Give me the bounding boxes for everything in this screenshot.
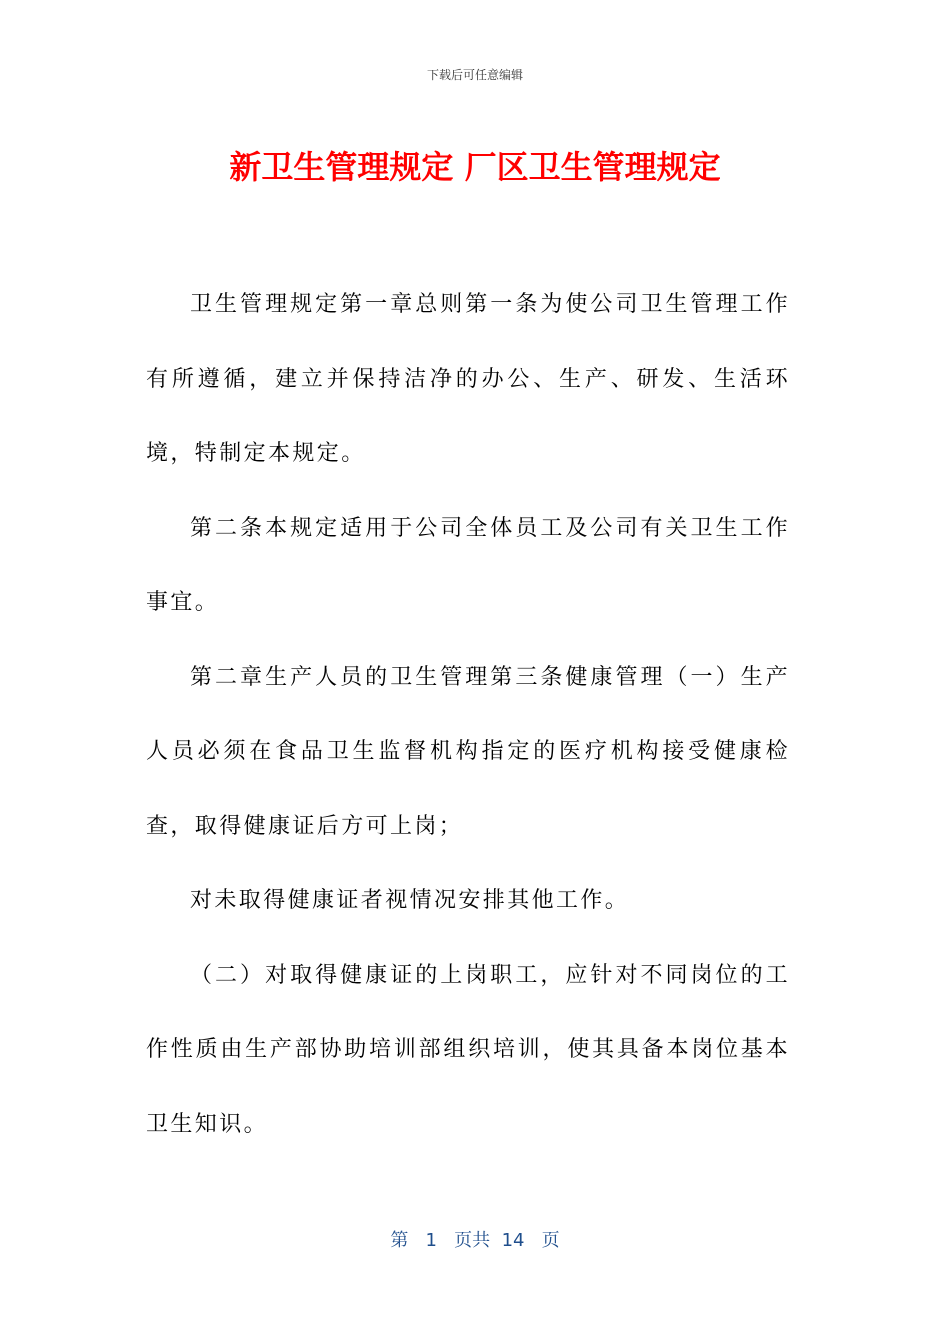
paragraph: 对未取得健康证者视情况安排其他工作。 [190,888,630,913]
header-note: 下载后可任意编辑 [426,68,523,82]
footer-suffix: 页 [541,1230,560,1251]
document-title: 新卫生管理规定 厂区卫生管理规定 [229,148,721,186]
footer-middle: 页共 [454,1230,491,1251]
paragraph: （二）对取得健康证的上岗职工，应针对不同岗位的工作性质由生产部协助培训部组织培训，使其具备本岗位基本卫生知识。 [146,962,790,1137]
footer-page-number: 1 [425,1230,437,1251]
page-footer [0,1226,950,1252]
paragraph: 卫生管理规定第一章总则第一条为使公司卫生管理工作有所遵循，建立并保持洁净的办公、生产、研发、生活环境，特制定本规定。 [146,292,790,466]
document-body [146,268,790,1162]
footer-total-pages: 14 [501,1230,525,1251]
paragraph: 第二章生产人员的卫生管理第三条健康管理（一）生产人员必须在食品卫生监督机构指定的医疗机构接受健康检查，取得健康证后方可上岗； [146,664,790,839]
footer-prefix: 第 [390,1230,409,1251]
paragraph: 第二条本规定适用于公司全体员工及公司有关卫生工作事宜。 [146,515,790,615]
